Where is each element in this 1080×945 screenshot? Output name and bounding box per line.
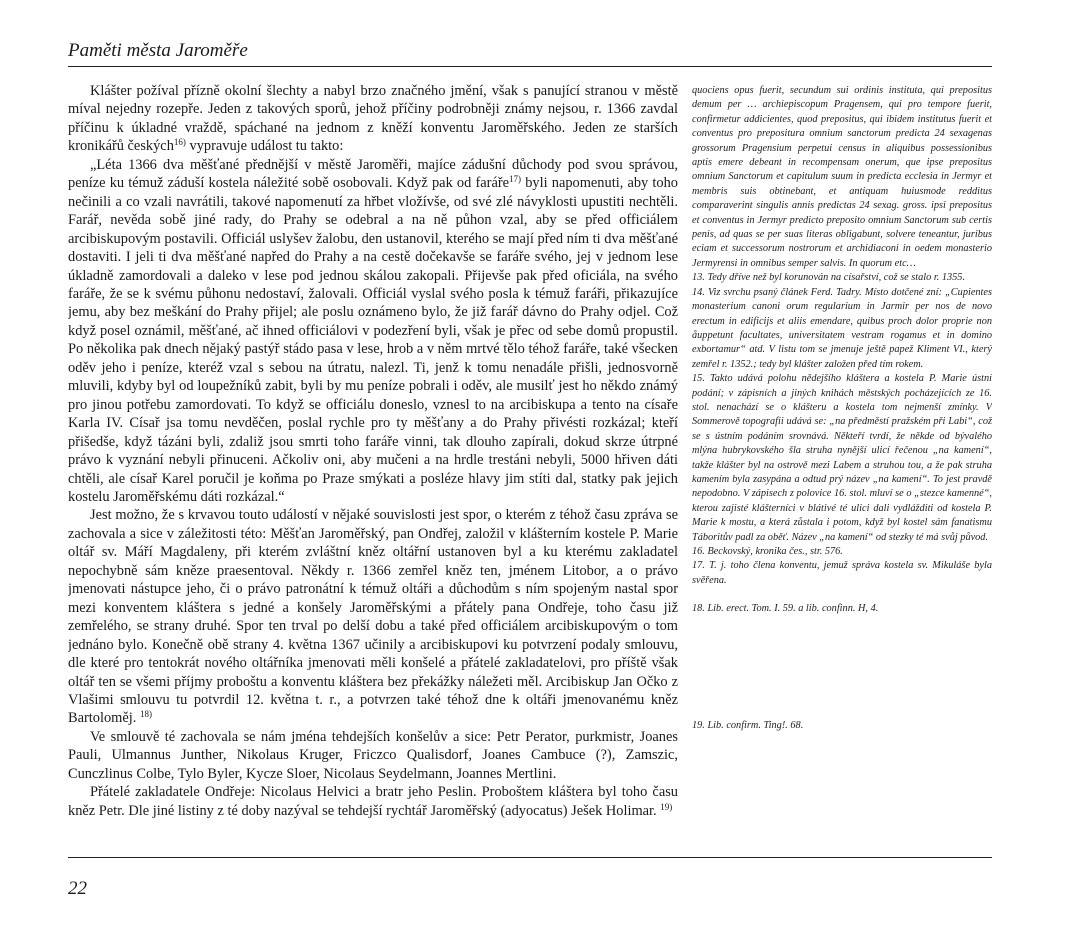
note-15: 15. Takto udává polohu nědejšího kláštera a kostela P. Marie ústní podání; v zápisních a jiných knihách městských pocházejících ze 16. stol. nenachází se o klášteru a kostela tom nejmenší zmínky. V Sommerově topografii udává se: „na předměstí pražském při Labi“, což se s ústním podáním srovnává. Někteří tvrdí, že někde od bývalého mlýna hubrykovského šla struha nynější ulicí řečenou „na kamení“, takže klášter byl na ostrově mezi Labem a struhou tou, a že pak struha kamením byla zasypána a odtud prý název „na kamení“. To jest pravdě nepodobno. V zápisech z polovice 16. stol. mluví se o „stezce kamenné“, kterou zajisté klášterníci v blátivé té ulici dali vydlážditi od kostela P. Marie k mostu, a která zůstala i potom, když byl kostel sám fanatismu Táboritův padl za oběť. Název „na kamení“ od stezky té má svůj původ. (692, 373, 992, 543)
note-latin-quote: quociens opus fuerit, secundum sui ordinis instituta, qui prepositus demum per … archiepiscopum Pragensem, qui pro tempore fuerit, confirmetur addicientes, quod prepositus, qui ibidem institutus fuerit et conventus pro prepositura omnium sanctorum predicta 24 sexagenas grossorum Pragensium perpetui census in aliquibus possessionibus aptis emere debeant in recompensam onerum, que ipse prepositus omnium Sanctorum et capitulum suum in predicta ecclesia in Jermyr et membris suis obtinebant, et antiquam huiusmode redditus comparaverint singulis annis predictas 24 sexag. gross. ipsi prepositus et conventus in Jermyr predicto preposito omnium Sanctorum sub certis penis, ad quas se per suas literas obligabunt, solvere teneantur, juribus eciam et successorum nostrorum et archidiaconi in oedem monasterio Jermyrensi in omnibus semper salvis. In quorum etc… (692, 85, 992, 269)
note-16: 16. Beckovský, kronika čes., str. 576. (692, 546, 843, 557)
spacer (692, 617, 992, 719)
footnote-ref: 17) (509, 174, 522, 185)
paragraph-text: „Léta 1366 dva měšťané přednější v městě Jaroměři, majíce zádušní důchody pod svou správou, peníze ku témuž záduší kostela náležité sobě osobovali. Když pak od faráře (68, 156, 678, 192)
note-13: 13. Tedy dříve než byl korunován na císařství, což se stalo r. 1355. (692, 272, 966, 284)
paragraph-text: Jest možno, že s krvavou touto událostí v nějaké souvislosti jest spor, o kterém z téhož času zpráva se zachovala a sice v záležitosti této: Měšťan Jaroměřský, pan Ondřej, založil v klášterním kostele P. Marie oltář sv. Máří Magdaleny, při kterém zvláštní kněz oltářní ustanoven byl a ku kterému zakladatel nepochybně sám kněze praesentoval. Někdy r. 1366 zemřel kněz ten, jménem Litobor, a o právo jmenovati nástupce jeho, či o právo patronátní k témuž oltáři a důchodům s ním spojeným nastal spor mezi konventem kláštera s jedné a konšely Jaroměřskými a přátely pana Ondřeje, toho času již zemřelého, se strany druhé. Spor ten trval po delší dobu a také před officiálem arcibiskupovým o tom jednáno bylo. Konečně obě strany 4. května 1367 učinily a arcibiskupovi ku potvrzení podaly smlouvu, dle které pro tentokrát nového oltářníka jmenovati měli konšelé a přátelé zakladatelovi, pro příště však oltář ten se všemi příjmy proboštu a konventu kláštera bez překážky náležeti měl. Arcibiskup Jan Očko z Vlašimi smlouvu tu potvrdil 12. května t. r., a potvrzen také téhož dne k oltáři jmenovanému kněz Bartoloměj. (68, 507, 678, 727)
paragraph (68, 156, 678, 507)
paragraph-text: Přátelé zakladatele Ondřeje: Nicolaus Helvici a bratr jeho Peslin. Proboštem kláštera byl toho času kněz Petr. Dle jiné listiny z té doby nazýval se tehdejší rychtář Jaroměřský (adyocatus) Ješek Holimar. (68, 784, 678, 819)
main-text-column (68, 82, 678, 850)
paragraph-text: vypravuje událost tu takto: (185, 138, 344, 155)
header-rule (68, 66, 992, 67)
paragraph (68, 783, 678, 820)
footnote-ref: 19) (660, 801, 673, 812)
running-title: Paměti města Jaroměře (68, 40, 248, 61)
notes-column (692, 84, 992, 854)
note-19: 19. Lib. confirm. Ting!. 68. (692, 719, 804, 731)
paragraph: Ve smlouvě té zachovala se nám jména tehdejších konšelův a sice: Petr Perator, purkmistr, Joanes Pauli, Ulmannus Junther, Nikolaus Kruger, Friczco Qualisdorf, Joanes Cambuce (?), Zamszic, Cunczlinus Colbe, Tylo Byler, Kycze Sloer, Nicolaus Seydelmann, Joannes Mertlini. (68, 728, 678, 782)
paragraph-text: byli napomenuti, aby toho nečinili a co vzali navrátili, takové napomenutí za hřbet vložívše, od své zlé návyklosti upustiti nechtěli. Farář, nevěda sobě jiné rady, do Prahy se odebral a na ně půhon vzal, aby se před officiálem arcibiskupovým postavili. Officiál uslyšev žalobu, den ustanovil, kterého se mají před ním ti dva měšťané dostaviti. I jeli ti dva měšťané napřed do Prahy a na cestě dočekavše se faráře svého, jej v jednom lese úkladně zamordovali a daleko v lese pod jednou skálou zakopali. Přijevše pak před oficiála, na svého faráře, že se k svému půhonu nedostaví, žalovali. Officiál vyslal svého posla k témuž faráři, přikazujíce jemu, aby bez meškání do Prahy přijel; ale poslu oznámeno bylo, že již farář dávno do Prahy odjel. Což když posel oznámil, měšťané, ač ihned officiálovi v podezření byli, však je přec od sebe domů propustil. Po několika pak dnech nějaký pastýř stádo pasa v lese, hrob a v něm mrtvé tělo téhož faráře, také všecken oděv jeho i peníze, kteréž vzal s sebou na útratu, nalezl. Ti, jenž k tomu nenadále přišli, jednosvorně mluvili, kdyby byl od loupežníků zabit, byli by mu peníze pobrali i oděv, ale musilť jest ho někdo známý pro jinou potřebu zamordovati. To když se officiálu doneslo, vznesl to na arcibiskupa a tento na císaře Karla IV. Císař jsa tomu nevděčen, poslal rychle pro ty měšťany a do Prahy přivésti rozkázal; kteří přišedše, když tázáni byli, zdaliž jsou smrti toho faráře vinni, tak dlouho zapírali, dokud skrze útrpné právo k vyznání nebyli přinuceni. Ačkoliv oni, aby mučeni a na hrdle trestáni nebyli, 5000 hřiven dáti chtěli, ale císař Karel poručil je koňma po Praze smýkati a posléze hlavy jim stíti dal, statky pak jejich kostelu Jaroměřskému dáti rozkázal.“ (68, 175, 678, 505)
page-number: 22 (68, 878, 87, 899)
note-18: 18. Lib. erect. Tom. I. 59. a lib. confinn. H, 4. (692, 603, 879, 615)
spacer (692, 588, 992, 602)
footer-rule (68, 857, 992, 858)
paragraph (68, 506, 678, 727)
footnote-ref: 16) (173, 137, 186, 148)
note-17: 17. T. j. toho člena konventu, jemuž správa kostela sv. Mikuláše byla svěřena. (692, 560, 992, 586)
note-14: 14. Viz svrchu psaný článek Ferd. Tadry. Místo dotčené zní: „Cupientes monasterium canoni orum regularium in Jarmir per nos de novo erectum in edificijs et aliis emendare, quibus proch dolor proprie non åuppetunt facultates, universitatem vestram rogamus et in domino exbortamur“ atd. V listu tom se jmenuje ještě papež Kliment VI., který zemřel r. 1352.; tedy byl klášter založen před tím rokem. (692, 286, 992, 370)
paragraph (68, 82, 678, 156)
paragraph-text: Klášter požíval přízně okolní šlechty a nabyl brzo značného jmění, však s panující stranou v městě míval nejedny rozepře. Jeden z takových sporů, jehož příčiny podrobněji známy nejsou, r. 1366 zavdal příčinu k úkladné vraždě, spáchané na jednom z kněží konventu Jaroměřského. Jeden ze starších kronikářů českých (68, 83, 678, 155)
footnote-ref: 18) (139, 709, 152, 720)
